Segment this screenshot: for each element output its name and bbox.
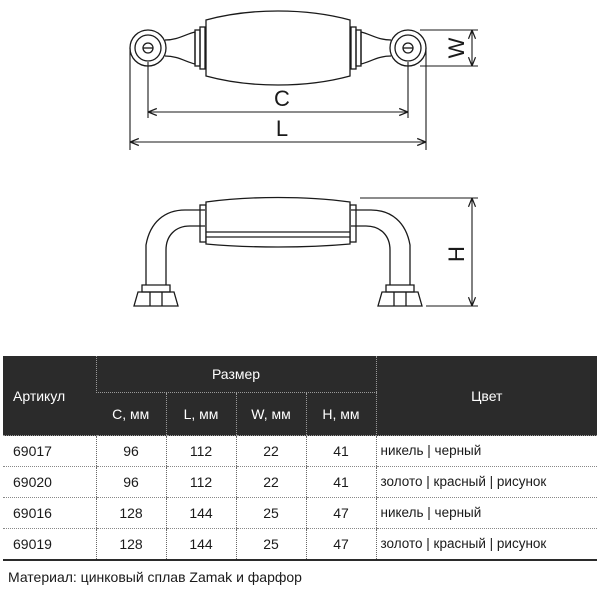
dimension-c-label: C (274, 86, 290, 111)
cell-w: 25 (236, 529, 306, 561)
cell-w: 25 (236, 498, 306, 529)
cell-article: 69020 (3, 467, 96, 498)
handle-top-view (130, 11, 426, 85)
cell-w: 22 (236, 467, 306, 498)
cell-color: никель | черный (376, 498, 597, 529)
dimension-w-label: W (443, 37, 469, 59)
cell-h: 47 (306, 529, 376, 561)
cell-c: 96 (96, 436, 166, 467)
cell-color: никель | черный (376, 436, 597, 467)
cell-color: золото | красный | рисунок (376, 529, 597, 561)
cell-l: 112 (166, 436, 236, 467)
cell-article: 69017 (3, 436, 96, 467)
dimension-h-label: H (443, 246, 469, 262)
header-article: Артикул (3, 356, 96, 436)
cell-color: золото | красный | рисунок (376, 467, 597, 498)
header-h: H, мм (306, 393, 376, 436)
cell-article: 69019 (3, 529, 96, 561)
table-row (3, 436, 597, 467)
header-l: L, мм (166, 393, 236, 436)
header-size-group: Размер (96, 356, 376, 393)
cell-c: 128 (96, 529, 166, 561)
table-row (3, 529, 597, 561)
material-note: Материал: цинковый сплав Zamak и фарфор (8, 569, 302, 585)
dimension-l-label: L (275, 116, 289, 141)
header-c: C, мм (96, 393, 166, 436)
cell-l: 144 (166, 498, 236, 529)
cell-l: 112 (166, 467, 236, 498)
table-row (3, 467, 597, 498)
handle-side-view (134, 198, 422, 307)
cell-h: 47 (306, 498, 376, 529)
cell-c: 96 (96, 467, 166, 498)
cell-l: 144 (166, 529, 236, 561)
header-color: Цвет (376, 356, 597, 436)
header-w: W, мм (236, 393, 306, 436)
cell-c: 128 (96, 498, 166, 529)
cell-h: 41 (306, 467, 376, 498)
spec-table (3, 356, 597, 561)
cell-w: 22 (236, 436, 306, 467)
cell-article: 69016 (3, 498, 96, 529)
table-row (3, 498, 597, 529)
cell-h: 41 (306, 436, 376, 467)
ceramic-insert-top (206, 11, 350, 85)
ceramic-insert-side (206, 198, 350, 248)
